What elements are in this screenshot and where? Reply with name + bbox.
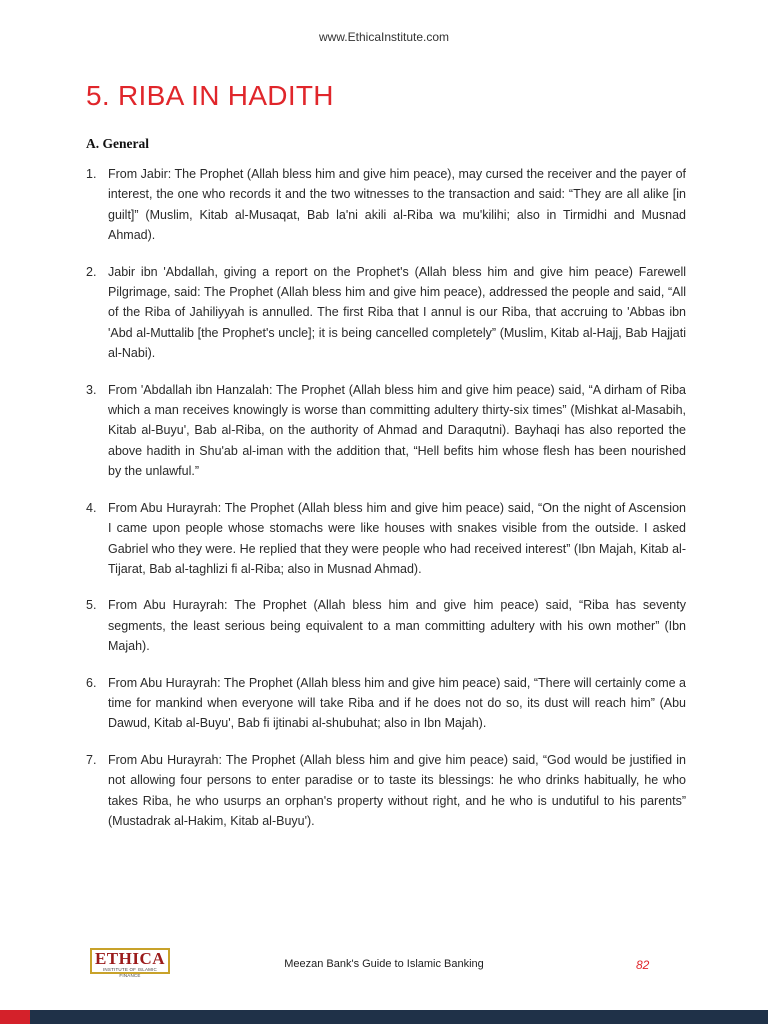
item-text: From Abu Hurayrah: The Prophet (Allah bless him and give him peace) said, “There will certainly come a time for mankind when everyone will take Riba and if he does not do so, its dust will reach him” (Abu Dawud, Kitab al-Buyu', Bab fi ijtinabi al-shubuhat; also in Ibn Majah). [108, 675, 686, 731]
section-heading: A. General [86, 136, 149, 151]
footer-accent-bar [0, 1010, 30, 1024]
item-text: From Abu Hurayrah: The Prophet (Allah bless him and give him peace) said, “On the night of Ascension I came upon people whose stomachs were like houses with snakes visible from the outside. I asked Gabriel who they were. He replied that they were people who had received interest” (Ibn Majah, Kitab al-Tijarat, Bab al-taghlizi fi al-Riba; also in Musnad Ahmad). [108, 500, 686, 576]
logo-wordmark: ETHICA [94, 949, 166, 968]
item-number: 6. [86, 675, 97, 690]
item-text: Jabir ibn 'Abdallah, giving a report on the Prophet's (Allah bless him and give him peace) Farewell Pilgrimage, said: The Prophet (Allah bless him and give him peace), addressed the people and said, “All of the Riba of Jahiliyyah is annulled. The first Riba that I annul is our Riba, that accruing to 'Abbas ibn 'Abd al-Muttalib [the Prophet's uncle]; it is being cancelled completely” (Muslim, Kitab al-Hajj, Bab Hajjati al-Nabi). [108, 264, 686, 361]
item-number: 7. [86, 752, 97, 767]
list-item [86, 262, 686, 364]
chapter-title: 5. RIBA IN HADITH [86, 80, 334, 111]
page-number: 82 [636, 958, 650, 972]
item-text: From Jabir: The Prophet (Allah bless him and give him peace), may cursed the receiver and the payer of interest, the one who records it and the two witnesses to the transaction and said: “They are all alike [in guilt]” (Muslim, Kitab al-Musaqat, Bab la'ni akili al-Riba wa mu'kilihi; also in Tirmidhi and Musnad Ahmad). [108, 167, 686, 243]
hadith-list [86, 164, 686, 847]
footer-bar [30, 1010, 768, 1024]
item-text: From Abu Hurayrah: The Prophet (Allah bless him and give him peace) said, “God would be justified in not allowing four persons to enter paradise or to taste its blessings: he who drinks habitually, he who takes Riba, he who usurps an orphan's property without right, and he who is undutiful to his parents” (Mustadrak al-Hakim, Kitab al-Buyu'). [108, 752, 686, 828]
item-number: 1. [86, 167, 97, 181]
logo-tagline: INSTITUTE OF ISLAMIC FINANCE [102, 967, 157, 978]
list-item [86, 595, 686, 656]
list-item [86, 380, 686, 482]
item-number: 3. [86, 382, 97, 397]
item-number: 2. [86, 264, 97, 279]
page-footer [0, 940, 768, 1024]
item-number: 5. [86, 598, 97, 613]
book-title: Meezan Bank's Guide to Islamic Banking [284, 958, 484, 970]
site-url[interactable]: www.EthicaInstitute.com [318, 30, 450, 44]
list-item [86, 673, 686, 734]
list-item [86, 498, 686, 580]
item-number: 4. [86, 500, 97, 515]
list-item [86, 750, 686, 832]
list-item [86, 164, 686, 246]
item-text: From Abu Hurayrah: The Prophet (Allah bless him and give him peace) said, “Riba has seventy segments, the least serious being equivalent to a man committing adultery with his own mother” (Ibn Majah). [108, 598, 686, 654]
item-text: From 'Abdallah ibn Hanzalah: The Prophet (Allah bless him and give him peace) said, “A dirham of Riba which a man receives knowingly is worse than committing adultery thirty-six times” (Mishkat al-Masabih, Kitab al-Buyu', Bab al-Riba, on the authority of Ahmad and Daraqutni). Bayhaqi has also reported the above hadith in Shu'ab al-iman with the addition that, “Hell befits him whose flesh has been nourished by the unlawful.” [108, 382, 686, 479]
